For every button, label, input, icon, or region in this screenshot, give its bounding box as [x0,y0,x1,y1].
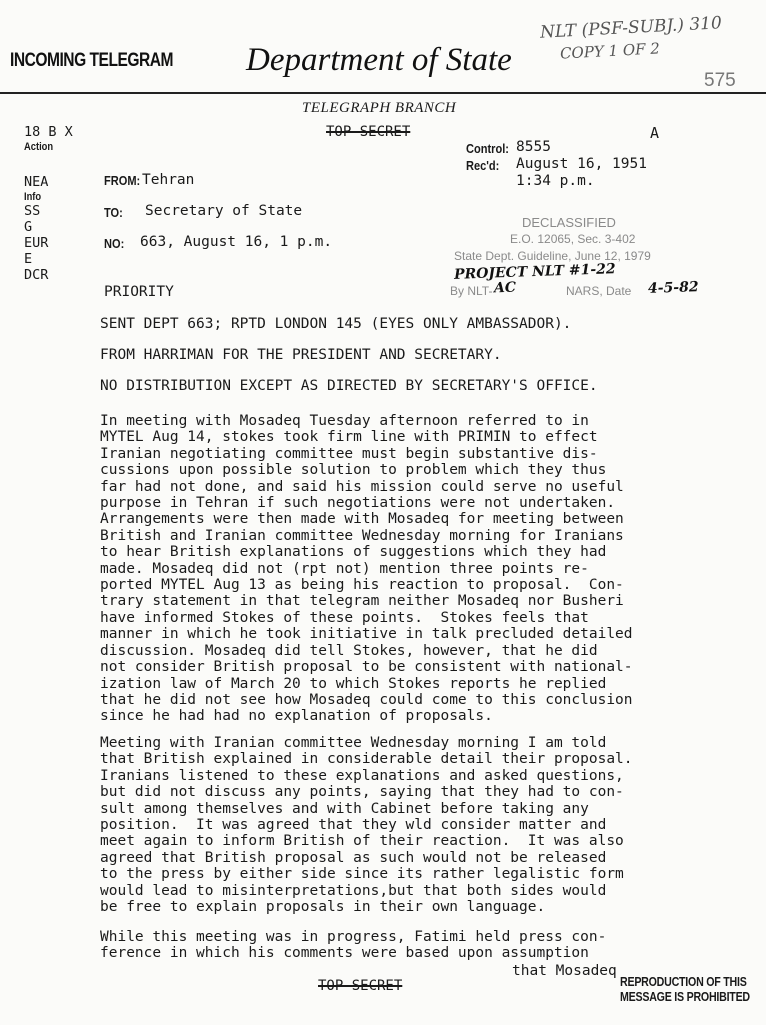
declassified-date: 4-5-82 [647,279,699,297]
from-label: FROM: [104,173,141,188]
info-item: E [24,251,33,267]
telegraph-branch-label: TELEGRAPH BRANCH [302,100,457,116]
handwritten-copy-note: COPY 1 OF 2 [559,39,661,63]
stamp-number: 575 [704,70,736,91]
info-item: G [24,219,33,235]
received-date: August 16, 1951 [516,156,647,172]
declassified-guideline: State Dept. Guideline, June 12, 1979 [454,249,651,263]
action-code: 18 B X [24,124,73,140]
declassified-eo: E.O. 12065, Sec. 3-402 [510,232,636,246]
control-value: 8555 [516,139,551,155]
no-value: 663, August 16, 1 p.m. [140,234,333,250]
declassified-stamp-title: DECLASSIFIED [522,215,616,230]
received-label: Rec'd: [466,158,500,173]
body-continued: that Mosadeq [512,963,617,979]
incoming-telegram-label: INCOMING TELEGRAM [10,50,174,71]
from-value: Tehran [142,172,195,188]
info-item: DCR [24,267,49,283]
department-title: Department of State [246,42,512,78]
body-paragraph-1: In meeting with Mosadeq Tuesday afternoon referred to in MYTEL Aug 14, stokes took firm line with PRIMIN to effect Iranian negotiating committee must begin substantive dis- cussions upon possible solution to problem which they thus far had not done, and said his mission could serve no useful purpose in Tehran if such negotiations were not undertaken. Arrangements were then made with Mosadeq for meeting between British and Iranian committee Wednesday morning for Iranians to hear British explanations of suggestions which they had made. Mosadeq did not (rpt not) mention three points re- ported MYTEL Aug 13 as being his reaction to proposal. Con- trary statement in that telegram neither Mosadeq nor Busheri have informed Stokes of these points. Stokes feels that manner in which he took initiative in talk precluded detailed discussion. Mosadeq did tell Stokes, however, that he did not consider British proposal to be consistent with national- ization law of March 20 to which Stokes reports he replied that he did not see how Mosadeq could come to this conclusion since he had had no explanation of proposals. [100,413,633,725]
body-line-sent: SENT DEPT 663; RPTD LONDON 145 (EYES ONLY AMBASSADOR). [100,316,572,332]
info-item: EUR [24,235,49,251]
routing-nea: NEA [24,174,49,190]
header-rule [0,92,766,94]
to-value: Secretary of State [145,203,303,219]
control-label: Control: [466,141,509,156]
handwritten-reference: NLT (PSF-SUBJ.) 310 [539,13,723,43]
declassified-project: PROJECT NLT #1-22 [453,261,616,283]
priority-label: PRIORITY [104,284,174,300]
classification-bottom: TOP SECRET [318,978,403,994]
body-paragraph-2: Meeting with Iranian committee Wednesday morning I am told that British explained in considerable detail their proposal. Iranians listened to these explanations and asked questions, but did not discuss any points, saying that they had to con- sult among themselves and with Cabinet before taking any position. It was agreed that they wld consider matter and meet again to inform British of their reaction. It was also agreed that British proposal as such would not be released to the press by either side since its rather legalistic form would lead to misinterpretations,but that both sides would be free to explain proposals in their own language. [100,735,633,916]
routing-letter: A [650,124,660,142]
body-line-from: FROM HARRIMAN FOR THE PRESIDENT AND SECRETARY. [100,347,502,363]
reproduction-prohibited-stamp: REPRODUCTION OF THIS MESSAGE IS PROHIBITED [620,974,750,1004]
declassified-initials: AC [493,279,517,297]
info-item: SS [24,203,41,219]
action-label: Action [24,141,54,153]
to-label: TO: [104,205,123,220]
info-label: Info [24,191,42,203]
declassified-nars-date: NARS, Date [566,284,632,298]
classification-top: TOP SECRET [326,124,411,140]
no-label: NO: [104,236,125,251]
body-paragraph-3: While this meeting was in progress, Fatimi held press con- ference in which his comments were based upon assumption [100,929,607,962]
body-line-distribution: NO DISTRIBUTION EXCEPT AS DIRECTED BY SECRETARY'S OFFICE. [100,378,598,394]
received-time: 1:34 p.m. [516,173,595,189]
declassified-by: By NLT- [450,284,493,298]
